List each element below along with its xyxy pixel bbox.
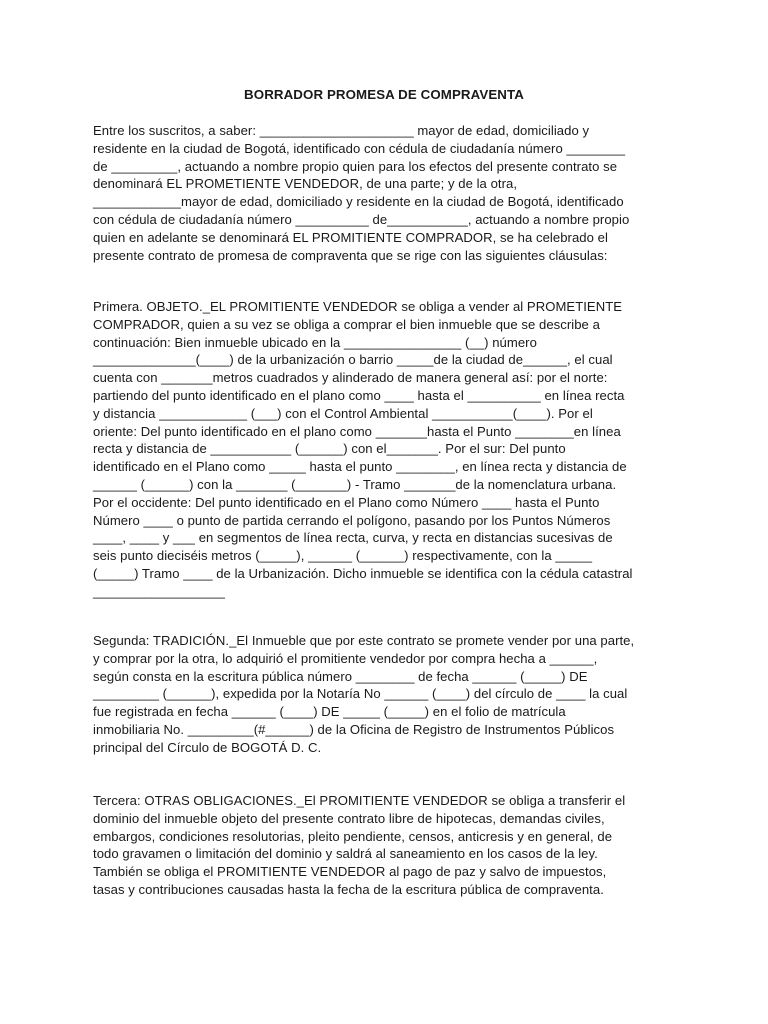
text-line: cuenta con _______metros cuadrados y alinderado de manera general así: por el norte:: [93, 370, 608, 386]
paragraph-segunda-tradicion: [93, 632, 693, 757]
text-line: según consta en la escritura pública número ________ de fecha ______ (_____) DE: [93, 668, 588, 684]
text-line: Tercera: OTRAS OBLIGACIONES._El PROMITIENTE VENDEDOR se obliga a transferir el: [93, 793, 626, 808]
text-line: ____________mayor de edad, domiciliado y residente en la ciudad de Bogotá, identificado: [93, 194, 624, 210]
text-line: Por el occidente: Del punto identificado en el Plano como Número ____ hasta el Punto: [93, 494, 600, 510]
text-line: y comprar por la otra, lo adquirió el promitiente vendedor por compra hecha a ______,: [93, 650, 598, 666]
text-line: denominará EL PROMETIENTE VENDEDOR, de una parte; y de la otra,: [93, 176, 518, 192]
text-line: embargos, condiciones resolutorias, pleito pendiente, censos, anticresis y en general, de: [93, 828, 613, 844]
text-line: residente en la ciudad de Bogotá, identificado con cédula de ciudadanía número ________: [93, 140, 626, 156]
text-line: quien en adelante se denominará EL PROMITIENTE COMPRADOR, se ha celebrado el: [93, 229, 608, 245]
text-line: Primera. OBJETO._EL PROMITIENTE VENDEDOR se obliga a vender al PROMETIENTE: [93, 299, 623, 314]
text-line: ______ (______) con la _______ (_______) - Tramo _______de la nomenclatura urbana.: [93, 476, 617, 492]
text-line: (_____) Tramo ____ de la Urbanización. Dicho inmueble se identifica con la cédula catastral: [93, 565, 633, 581]
text-line: oriente: Del punto identificado en el plano como _______hasta el Punto ________en línea: [93, 423, 621, 439]
text-line: COMPRADOR, quien a su vez se obliga a comprar el bien inmueble que se describe a: [93, 316, 600, 332]
text-line: y distancia ____________ (___) con el Control Ambiental ___________(____). Por el: [93, 405, 593, 421]
text-line: con cédula de ciudadanía número __________ de___________, actuando a nombre propio: [93, 211, 630, 227]
text-line: _________ (______), expedida por la Notaría No ______ (____) del círculo de ____ la cual: [93, 686, 628, 702]
text-line: recta y distancia de ___________ (______) con el_______. Por el sur: Del punto: [93, 441, 566, 457]
text-line: presente contrato de promesa de compraventa que se rige con las siguientes cláusulas:: [93, 247, 608, 263]
text-line: Segunda: TRADICIÓN._El Inmueble que por este contrato se promete vender por una parte,: [93, 633, 635, 648]
paragraph-tercera-otras-obligaciones: [93, 792, 693, 899]
text-line: __________________: [93, 583, 225, 599]
text-line: identificado en el Plano como _____ hasta el punto ________, en línea recta y distancia de: [93, 459, 627, 475]
text-line: partiendo del punto identificado en el plano como ____ hasta el __________ en línea recta: [93, 387, 625, 403]
text-line: todo gravamen o limitación del dominio y saldrá al saneamiento en los casos de la ley.: [93, 846, 598, 862]
text-line: tasas y contribuciones causadas hasta la fecha de la escritura pública de compraventa.: [93, 881, 604, 897]
document-title: BORRADOR PROMESA DE COMPRAVENTA: [244, 87, 524, 102]
text-line: Entre los suscritos, a saber: _____________________ mayor de edad, domiciliado y: [93, 123, 590, 138]
text-line: fue registrada en fecha ______ (____) DE _____ (_____) en el folio de matrícula: [93, 704, 566, 720]
paragraph-intro: [93, 122, 693, 264]
text-line: Número ____ o punto de partida cerrando el polígono, pasando por los Puntos Números: [93, 512, 611, 528]
text-line: dominio del inmueble objeto del presente contrato libre de hipotecas, demandas civiles,: [93, 810, 605, 826]
text-line: ____, ____ y ___ en segmentos de línea recta, curva, y recta en distancias sucesivas de: [93, 530, 613, 546]
text-line: principal del Círculo de BOGOTÁ D. C.: [93, 739, 322, 755]
text-line: seis punto dieciséis metros (_____), ______ (______) respectivamente, con la _____: [93, 548, 593, 564]
text-line: inmobiliaria No. _________(#______) de la Oficina de Registro de Instrumentos Públicos: [93, 721, 615, 737]
text-line: continuación: Bien inmueble ubicado en la ________________ (__) número: [93, 334, 537, 350]
text-line: de _________, actuando a nombre propio quien para los efectos del presente contrato se: [93, 158, 618, 174]
paragraph-primera-objeto: [93, 298, 693, 601]
text-line: ______________(____) de la urbanización o barrio _____de la ciudad de______, el cual: [93, 352, 613, 368]
text-line: También se obliga el PROMITIENTE VENDEDOR al pago de paz y salvo de impuestos,: [93, 864, 607, 880]
